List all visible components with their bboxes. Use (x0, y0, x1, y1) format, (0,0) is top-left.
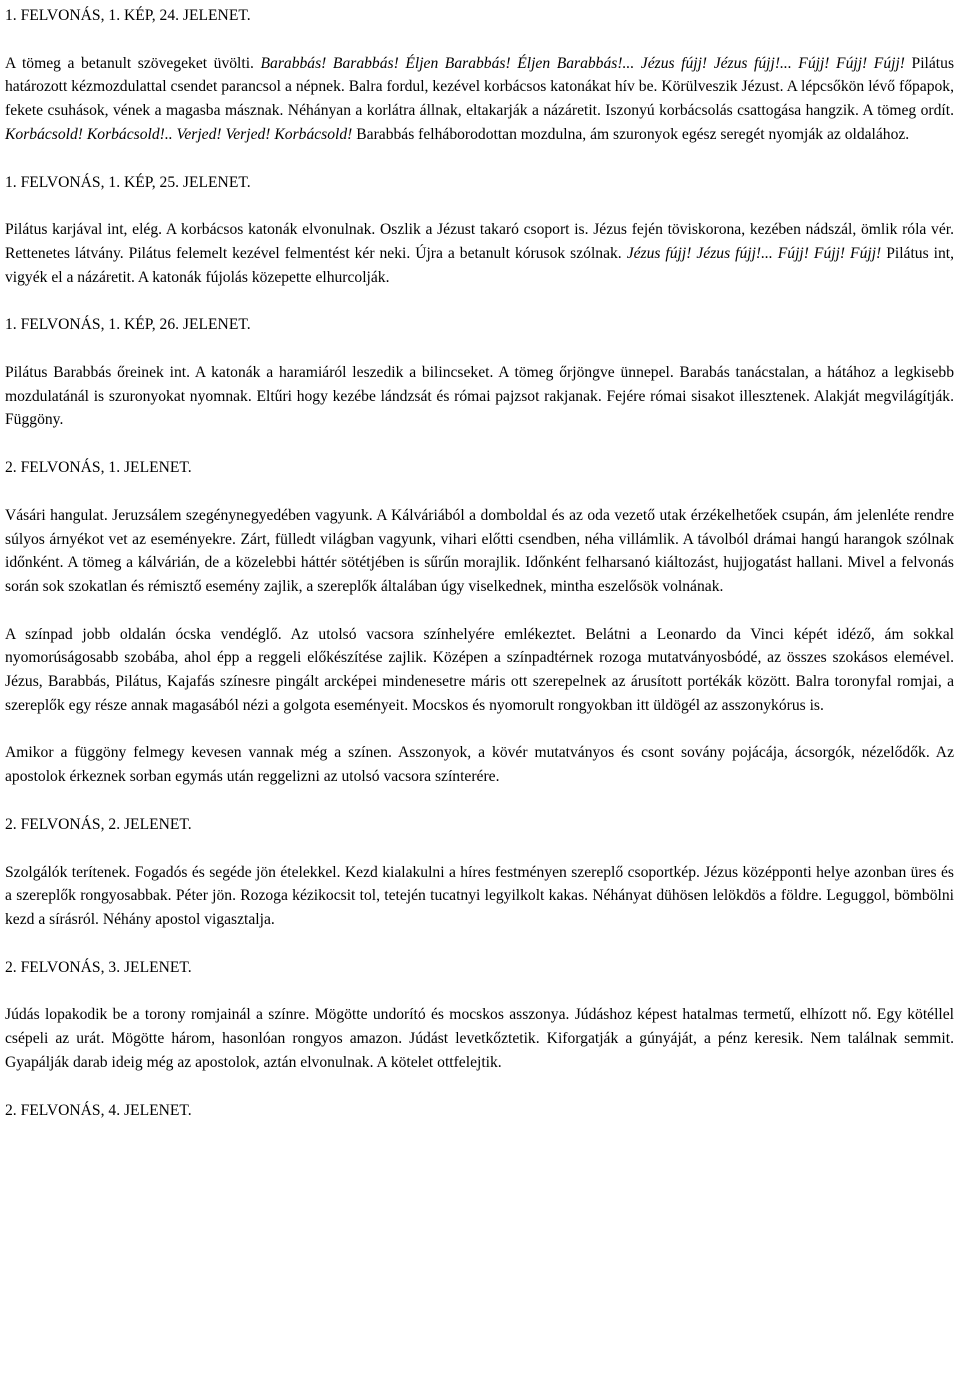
paragraph-text: Pilátus Barabbás őreinek int. A katonák a haramiáról leszedik a bilincseket. A tömeg őrjöngve ünnepel. Barabás tanácstalan, a hátához a legkisebb mozdulatánál is szuronyokat nyomnak. Eltűri hogy kezébe lándzsát és római pajzsot rakjanak. Fejére római sisakot illesztenek. Alakját megvilágítják. Függöny. (5, 364, 954, 429)
scene-heading: 2. FELVONÁS, 1. JELENET. (5, 459, 192, 477)
scene-heading: 2. FELVONÁS, 2. JELENET. (5, 815, 192, 833)
paragraph-text: Szolgálók terítenek. Fogadós és segéde jön ételekkel. Kezd kialakulni a híres festményen szereplő csoportkép. Jézus középponti helye azonban üres és a szereplők rongyosabbak. Péter jön. Rozoga kézikocsit tol, tetején tucatnyi legyilkolt kakas. Néhányat dühösen lelökdös a földre. Leguggol, bömbölni kezd a sírásról. Néhány apostol vigasztalja. (5, 863, 954, 928)
paragraph-text: Pilátus int, vigyék el a názáretit. A katonák fújolás közepette elhurcolják. (5, 244, 954, 286)
scene-heading: 2. FELVONÁS, 4. JELENET. (5, 1101, 192, 1119)
scene-heading: 2. FELVONÁS, 3. JELENET. (5, 958, 192, 976)
paragraph-text: Vásári hangulat. Jeruzsálem szegénynegyedében vagyunk. A Kálváriából a domboldal és az oda vezető utak érzékelhetőek csupán, ám jelenléte rendre súlyos árnyékot vet az eseményekre. Zárt, fülledt világban vagyunk, vihari előtti csendben, néha villámlik. A távolból drámai hangú harangok szólnak időnként. A tömeg a kálvárián, de a közelebbi háttér sötétjében is sűrűn morajlik. Időnként felharsanó kiáltozást, hujjogatást hallani. Mivel a felvonás során sok szokatlan és rémisztő esemény zajlik, a szereplők általában úgy viselkednek, mintha eszelősök volnának. (5, 506, 954, 595)
paragraph-text: Amikor a függöny felmegy kevesen vannak még a színen. Asszonyok, a kövér mutatványos és csont sovány pojácája, ácsorgók, nézelődők. Az apostolok érkeznek sorban egymás után reggelizni az utolsó vacsora színterére. (5, 744, 954, 786)
paragraph-text: Barabbás felháborodottan mozdulna, ám szuronyok egész seregét nyomják az oldalához. (352, 125, 910, 143)
paragraph-text: A színpad jobb oldalán ócska vendéglő. Az utolsó vacsora színhelyére emlékeztet. Belátni a Leonardo da Vinci képét idéző, ám sokkal nyomorúságosabb szobába, ahol épp a reggeli előkészítése zajlik. Középen a színpadtérnek rozoga mutatványosbódé, az összes szokásos elemével. Jézus, Barabbás, Pilátus, Kajafás színesre pingált arcképei mindenesetre máris ott szerepelnek az árusított portékák között. Balra toronyfal romjai, a szereplők egy része annak magasából nézi a golgota eseményeit. Mocskos és nyomorult rongyokban itt üldögél az asszonykórus is. (5, 625, 954, 714)
stage-direction-paragraph (5, 623, 954, 718)
stage-direction-paragraph (5, 861, 954, 932)
stage-direction-paragraph (5, 361, 954, 432)
scene-heading: 1. FELVONÁS, 1. KÉP, 25. JELENET. (5, 173, 251, 191)
stage-direction-paragraph (5, 52, 954, 147)
chorus-line: Barabbás! Barabbás! Éljen Barabbás! Éljen Barabbás!... Jézus fújj! Jézus fújj!... Fújj! Fújj! Fújj! (260, 54, 905, 72)
stage-direction-paragraph (5, 504, 954, 599)
paragraph-text: Pilátus határozott kézmozdulattal csendet parancsol a népnek. Balra fordul, kezével korbácsos katonákat hív be. Körülveszik Jézust. A lépcsőkön lévő főpapok, fekete csuhások, vének a magasba másznak. Néhányan a korlátra állnak, eltakarják a názáretit. Iszonyú korbácsolás csattogása hangzik. A tömeg ordít. (5, 54, 955, 120)
stage-direction-paragraph (5, 218, 954, 289)
paragraph-text: A tömeg a betanult szövegeket üvölti. (5, 54, 261, 72)
paragraph-text: Júdás lopakodik be a torony romjainál a színre. Mögötte undorító és mocskos asszonya. Júdáshoz képest hatalmas termetű, elhízott nő. Egy kötéllel csépeli az urát. Mögötte három, hasonlóan rongyos amazon. Júdást levetkőztetik. Kiforgatják a gúnyáját, a pénz keresik. Nem találnak semmit. Gyapálják darab ideig még az apostolok, aztán elvonulnak. A kötelet ottfelejtik. (5, 1006, 954, 1071)
scene-heading: 1. FELVONÁS, 1. KÉP, 26. JELENET. (5, 316, 251, 334)
paragraph-text: Pilátus karjával int, elég. A korbácsos katonák elvonulnak. Oszlik a Jézust takaró csoport is. Jézus fején töviskorona, kezében nádszál, ömlik róla vér. Rettenetes látvány. Pilátus felemelt kezével felmentést kér neki. Újra a betanult kórusok szólnak. (5, 221, 954, 262)
stage-direction-paragraph (5, 1003, 954, 1074)
stage-direction-paragraph (5, 741, 954, 788)
scene-heading: 1. FELVONÁS, 1. KÉP, 24. JELENET. (5, 7, 251, 24)
chorus-line: Korbácsold! Korbácsold!.. Verjed! Verjed! Korbácsold! (5, 125, 353, 143)
chorus-line: Jézus fújj! Jézus fújj!... Fújj! Fújj! Fújj! (626, 244, 882, 262)
